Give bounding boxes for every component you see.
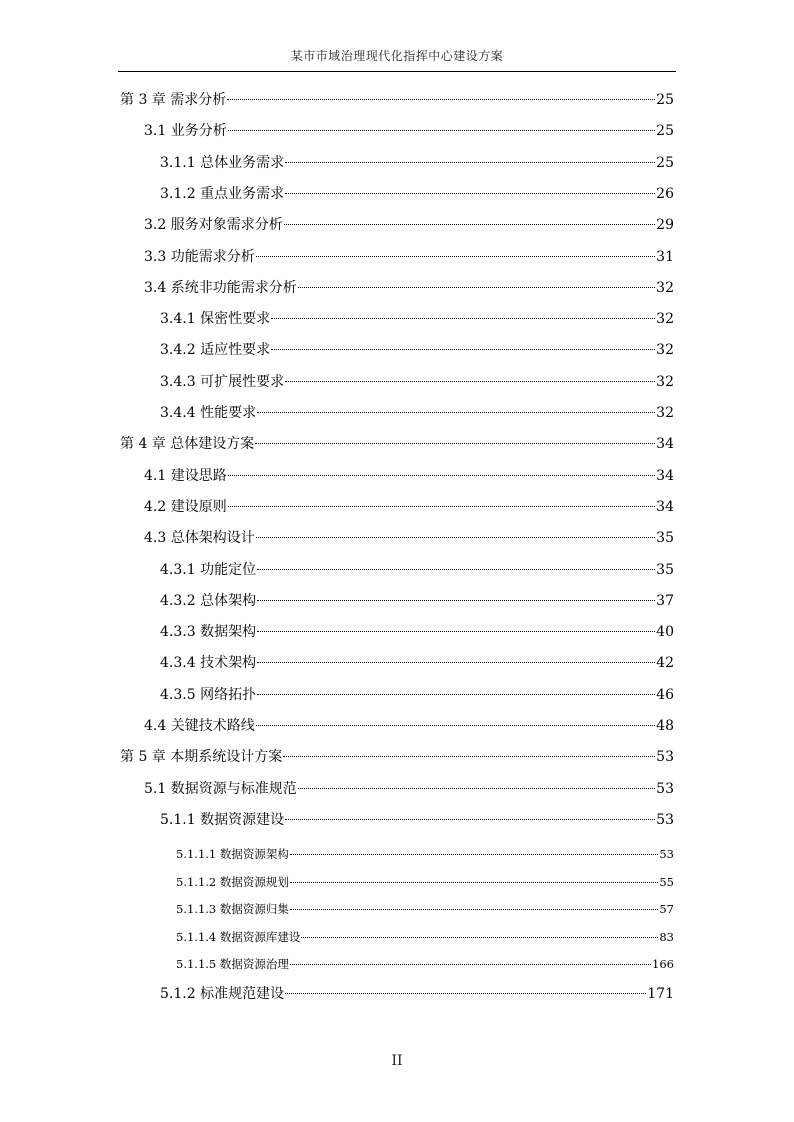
toc-entry[interactable] [144,277,674,299]
toc-dot-leader [227,98,655,100]
toc-entry[interactable] [144,715,674,737]
toc-entry[interactable] [160,652,674,674]
toc-dot-leader [290,853,658,855]
toc-entry[interactable] [144,778,674,800]
toc-entry-page: 35 [656,530,674,547]
toc-dot-leader [298,787,655,789]
toc-entry[interactable] [176,953,674,975]
toc-dot-leader [257,693,655,695]
toc-entry-page: 34 [656,467,674,484]
toc-entry-title: 3.2 服务对象需求分析 [144,217,283,234]
toc-dot-leader [301,936,658,938]
toc-dot-leader [228,474,655,476]
toc-dot-leader [285,818,655,820]
toc-entry-page: 35 [656,561,674,578]
toc-entry[interactable] [176,898,674,920]
toc-entry[interactable] [160,559,674,581]
toc-entry[interactable] [160,684,674,706]
toc-entry-page: 171 [647,985,674,1002]
toc-entry[interactable] [144,120,674,142]
toc-dot-leader [256,255,655,257]
toc-entry-title: 5.1.1.3 数据资源归集 [176,902,289,916]
toc-entry[interactable] [160,621,674,643]
toc-entry[interactable] [176,871,674,893]
toc-dot-leader [257,411,655,413]
toc-dot-leader [257,661,655,663]
toc-entry[interactable] [160,152,674,174]
toc-entry[interactable] [144,465,674,487]
toc-entry-page: 42 [656,655,674,672]
toc-entry-page: 46 [656,686,674,703]
toc-dot-leader [257,630,655,632]
toc-entry-title: 3.1 业务分析 [144,123,227,140]
toc-entry[interactable] [160,339,674,361]
toc-dot-leader [285,161,655,163]
toc-entry-page: 25 [656,154,674,171]
toc-entry[interactable] [160,308,674,330]
toc-entry-title: 5.1 数据资源与标准规范 [144,780,297,797]
toc-entry-page: 25 [656,92,674,108]
toc-dot-leader [283,755,655,757]
toc-dot-leader [271,317,655,319]
toc-entry-title: 4.1 建设思路 [144,467,227,484]
toc-dot-leader [255,442,655,444]
toc-entry-page: 40 [656,624,674,641]
toc-entry-page: 53 [656,811,674,828]
toc-dot-leader [256,724,655,726]
toc-dot-leader [290,963,651,965]
toc-entry-page: 53 [656,749,674,766]
toc-entry-title: 3.4.3 可扩展性要求 [160,373,285,390]
toc-entry-title: 4.4 关键技术路线 [144,718,255,734]
toc-entry-page: 25 [656,123,674,140]
toc-entry-page: 32 [656,279,674,296]
toc-entry-title: 3.4.4 性能要求 [160,405,257,421]
toc-dot-leader [271,348,655,350]
toc-entry-title: 4.3.4 技术架构 [160,655,257,672]
toc-entry-page: 32 [656,405,674,421]
toc-entry-page: 57 [659,902,674,916]
toc-entry-page: 37 [656,592,674,609]
toc-entry[interactable] [144,496,674,518]
toc-entry-page: 26 [656,185,674,202]
toc-entry-title: 3.1.1 总体业务需求 [160,154,285,171]
toc-entry-title: 第 5 章 本期系统设计方案 [120,749,283,766]
toc-entry-page: 32 [656,342,674,359]
toc-entry[interactable] [176,843,674,865]
toc-entry-title: 第 4 章 总体建设方案 [120,436,255,453]
toc-entry[interactable] [160,183,674,205]
toc-entry[interactable] [144,527,674,549]
toc-entry[interactable] [144,214,674,236]
toc-entry-page: 53 [656,780,674,797]
toc-dot-leader [228,505,655,507]
toc-entry-title: 3.3 功能需求分析 [144,248,255,265]
toc-dot-leader [290,908,658,910]
toc-entry[interactable] [160,809,674,831]
toc-entry[interactable] [160,983,674,1005]
toc-entry-title: 3.1.2 重点业务需求 [160,185,285,202]
header-divider [118,71,676,72]
toc-entry-page: 31 [656,248,674,265]
toc-entry-title: 5.1.2 标准规范建设 [160,985,285,1002]
toc-entry-page: 32 [656,373,674,390]
toc-entry[interactable] [160,402,674,424]
toc-entry[interactable] [176,926,674,948]
toc-entry-page: 29 [656,217,674,234]
toc-entry[interactable] [144,246,674,268]
toc-entry-page: 83 [659,929,674,944]
toc-dot-leader [256,536,655,538]
toc-dot-leader [257,599,655,601]
toc-entry-title: 4.3.1 功能定位 [160,561,257,578]
toc-entry-title: 5.1.1.2 数据资源规划 [176,874,289,889]
toc-entry-title: 4.3.5 网络拓扑 [160,686,257,703]
toc-dot-leader [284,223,655,225]
toc-dot-leader [228,129,655,131]
toc-entry-title: 4.3.3 数据架构 [160,624,257,641]
toc-dot-leader [285,192,655,194]
toc-entry-title: 5.1.1.4 数据资源库建设 [176,929,301,944]
toc-entry-page: 34 [656,436,674,453]
toc-dot-leader [290,881,658,883]
toc-dot-leader [285,992,646,994]
toc-entry-title: 第 3 章 需求分析 [120,92,227,108]
toc-entry-page: 34 [656,498,674,515]
toc-entry-page: 166 [652,957,674,971]
toc-dot-leader [257,568,655,570]
toc-entry-title: 3.4 系统非功能需求分析 [144,279,297,296]
toc-entry[interactable] [120,433,674,455]
toc-dot-leader [285,380,655,382]
toc-entry[interactable] [120,746,674,768]
toc-entry[interactable] [160,371,674,393]
toc-entry-title: 4.3.2 总体架构 [160,592,257,609]
toc-entry-title: 4.3 总体架构设计 [144,530,255,547]
toc-entry-page: 32 [656,311,674,328]
toc-entry-page: 53 [659,847,674,861]
toc-entry[interactable] [120,89,674,111]
toc-entry-title: 3.4.2 适应性要求 [160,342,271,359]
toc-dot-leader [298,286,655,288]
toc-entry-title: 5.1.1.5 数据资源治理 [176,957,289,971]
toc-entry-title: 5.1.1 数据资源建设 [160,811,285,828]
running-header-title: 某市市域治理现代化指挥中心建设方案 [290,49,504,63]
toc-entry-page: 48 [656,718,674,734]
toc-entry-title: 5.1.1.1 数据资源架构 [176,847,289,861]
toc-entry[interactable] [160,590,674,612]
toc-entry-title: 4.2 建设原则 [144,498,227,515]
toc-entry-page: 55 [659,874,674,889]
footer-page-number: II [391,1053,403,1069]
toc-entry-title: 3.4.1 保密性要求 [160,311,271,328]
